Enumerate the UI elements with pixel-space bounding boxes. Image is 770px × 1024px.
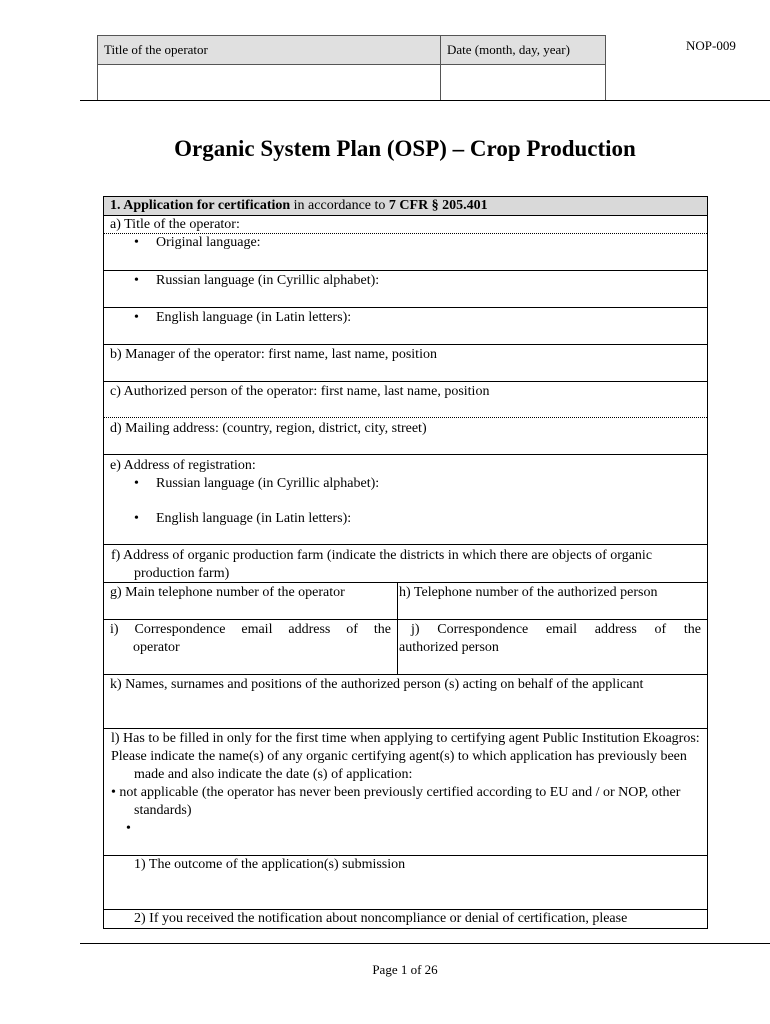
field-a-russian[interactable]: [104, 271, 707, 308]
field-j[interactable]: [398, 620, 707, 674]
section-title: 1. Application for certification: [110, 198, 291, 213]
field-e-english-label: • English language (in Latin letters):: [104, 510, 707, 528]
field-i-j-row: [104, 620, 707, 675]
field-g-label: g) Main telephone number of the operator: [110, 585, 345, 600]
field-l-line1: l) Has to be filled in only for the first time when applying to certifying agent Public Institution Ekoagros:: [111, 731, 700, 746]
operator-title-field[interactable]: [98, 65, 441, 101]
field-a-russian-label: • Russian language (in Cyrillic alphabet):: [104, 272, 707, 290]
field-d-label: d) Mailing address: (country, region, district, city, street): [110, 421, 427, 436]
field-c-label: c) Authorized person of the operator: first name, last name, position: [110, 384, 490, 399]
section-connector: in accordance to: [290, 198, 389, 213]
field-a-label: [104, 216, 707, 234]
field-g[interactable]: [104, 583, 398, 619]
field-f[interactable]: [104, 545, 707, 583]
field-i[interactable]: [104, 620, 398, 674]
header-divider: [80, 100, 770, 101]
section-header: [104, 197, 707, 216]
document-title: Organic System Plan (OSP) – Crop Production: [174, 136, 636, 161]
field-a-text: a) Title of the operator:: [110, 217, 240, 232]
field-e-russian-label: • Russian language (in Cyrillic alphabet):: [104, 475, 707, 493]
application-form: [103, 196, 708, 929]
field-l-item1-label: 1) The outcome of the application(s) submission: [134, 857, 406, 872]
field-l-item2-label: 2) If you received the notification about noncompliance or denial of certification, please: [134, 911, 628, 926]
field-a-english-label: • English language (in Latin letters):: [104, 309, 707, 327]
field-h[interactable]: [398, 583, 707, 619]
date-header: Date (month, day, year): [441, 36, 606, 65]
field-b-label: b) Manager of the operator: first name, last name, position: [110, 347, 437, 362]
field-c[interactable]: [104, 382, 707, 418]
field-j-label-line1: j) Correspondence email address of the: [411, 622, 701, 637]
field-l-item2[interactable]: [104, 910, 707, 929]
field-i-label-line2: operator: [133, 640, 180, 655]
field-d[interactable]: [104, 418, 707, 455]
field-l[interactable]: [104, 729, 707, 856]
field-e-label: e) Address of registration:: [110, 458, 256, 473]
date-field[interactable]: [441, 65, 606, 101]
field-f-label: f) Address of organic production farm (indicate the districts in which there are objects of organic production farm): [111, 548, 653, 581]
field-e[interactable]: [104, 455, 707, 545]
footer-divider: [80, 943, 770, 944]
field-k-label: k) Names, surnames and positions of the authorized person (s) acting on behalf of the applicant: [110, 677, 644, 692]
field-k[interactable]: [104, 675, 707, 729]
field-l-line3: • not applicable (the operator has never been previously certified according to EU and / or NOP, other standards): [111, 785, 681, 818]
field-i-label-line1: i) Correspondence email address of the: [110, 622, 391, 637]
header-table: [97, 35, 606, 101]
field-l-line2: Please indicate the name(s) of any organic certifying agent(s) to which application has previously been made and also indicate the date (s) of application:: [111, 749, 687, 782]
field-h-label: h) Telephone number of the authorized person: [399, 585, 658, 600]
field-a-original-label: • Original language:: [104, 234, 707, 252]
field-l-empty-bullet[interactable]: •: [126, 821, 131, 836]
field-a-english[interactable]: [104, 308, 707, 345]
field-g-h-row: [104, 583, 707, 620]
form-code: NOP-009: [686, 38, 736, 53]
field-j-label-line2: authorized person: [399, 640, 499, 655]
field-l-item1[interactable]: [104, 856, 707, 910]
field-b[interactable]: [104, 345, 707, 382]
field-a-original[interactable]: [104, 234, 707, 271]
page-number: Page 1 of 26: [372, 962, 438, 977]
section-regulation: 7 CFR § 205.401: [388, 198, 488, 213]
operator-title-header: Title of the operator: [98, 36, 441, 65]
